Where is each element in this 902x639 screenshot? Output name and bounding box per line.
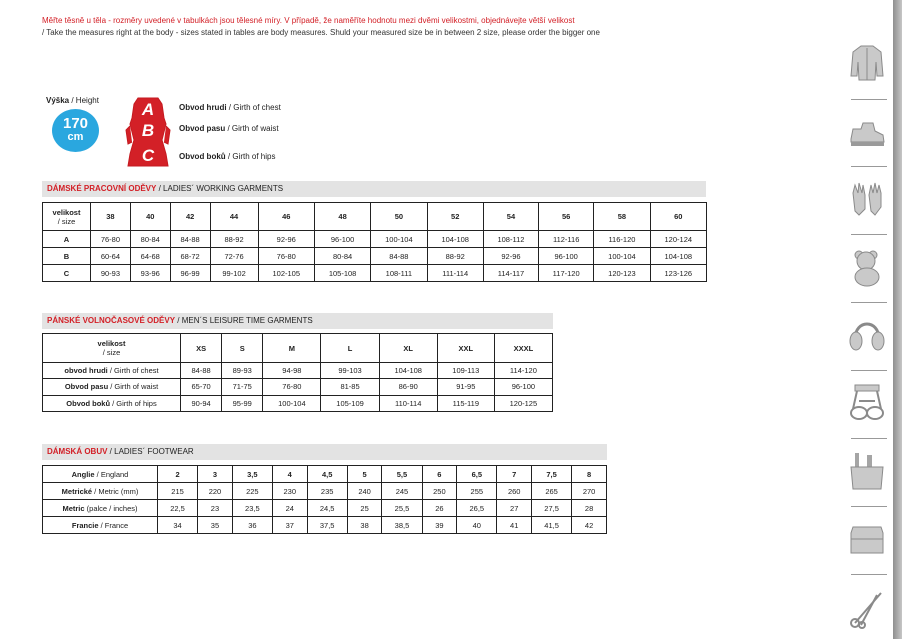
size-header-cell: M bbox=[263, 334, 321, 363]
table-cell: 86-90 bbox=[379, 379, 437, 395]
size-header-cell: 42 bbox=[170, 203, 210, 231]
table-cell: 3,5 bbox=[232, 466, 272, 483]
table-cell: 34 bbox=[158, 517, 198, 534]
table-cell: 7 bbox=[497, 466, 532, 483]
table-cell: 123-126 bbox=[650, 265, 706, 282]
table-cell: 265 bbox=[532, 483, 572, 500]
gloves-icon[interactable] bbox=[847, 179, 887, 219]
table-cell: 76-80 bbox=[263, 379, 321, 395]
table-cell: 8 bbox=[572, 466, 607, 483]
size-header-cell: 56 bbox=[539, 203, 594, 231]
row-label-cell: Anglie / England bbox=[43, 466, 158, 483]
table-cell: 38,5 bbox=[382, 517, 422, 534]
table-cell: 235 bbox=[307, 483, 347, 500]
table-cell: 6,5 bbox=[457, 466, 497, 483]
table-cell: 2 bbox=[158, 466, 198, 483]
table-cell: 27 bbox=[497, 500, 532, 517]
sidebar-divider bbox=[851, 438, 887, 439]
table-cell: 65-70 bbox=[181, 379, 222, 395]
ear-muffs-icon[interactable] bbox=[847, 315, 887, 355]
measure-letter-a: A bbox=[141, 100, 155, 119]
table-cell: 108-111 bbox=[371, 265, 427, 282]
table-cell: 24,5 bbox=[307, 500, 347, 517]
table-cell: 72-76 bbox=[210, 248, 258, 265]
table-cell: 99-103 bbox=[321, 363, 379, 379]
table-cell: 76-80 bbox=[91, 231, 131, 248]
table-cell: 105-108 bbox=[314, 265, 370, 282]
table-cell: 3 bbox=[198, 466, 233, 483]
table-cell: 120-123 bbox=[594, 265, 650, 282]
section-title-ladies-working: DÁMSKÉ PRACOVNÍ ODĚVY / LADIES´ WORKING GARMENTS bbox=[42, 181, 706, 197]
table-cell: 88-92 bbox=[427, 248, 483, 265]
mens-leisure-size-table bbox=[42, 333, 553, 412]
table-row bbox=[43, 500, 607, 517]
table-cell: 26,5 bbox=[457, 500, 497, 517]
scissors-icon[interactable] bbox=[847, 589, 887, 629]
table-cell: 41,5 bbox=[532, 517, 572, 534]
table-cell: 60-64 bbox=[91, 248, 131, 265]
table-cell: 215 bbox=[158, 483, 198, 500]
table-row bbox=[43, 363, 553, 379]
measure-label-chest: Obvod hrudi / Girth of chest bbox=[179, 103, 281, 112]
table-cell: 71-75 bbox=[222, 379, 263, 395]
table-cell: 25,5 bbox=[382, 500, 422, 517]
size-header-cell: 40 bbox=[130, 203, 170, 231]
table-cell: 76-80 bbox=[258, 248, 314, 265]
work-shoe-icon[interactable] bbox=[847, 111, 887, 151]
table-cell: 230 bbox=[272, 483, 307, 500]
table-row bbox=[43, 466, 607, 483]
table-cell: 114-120 bbox=[494, 363, 552, 379]
table-cell: 108-112 bbox=[483, 231, 538, 248]
row-label-cell: A bbox=[43, 231, 91, 248]
sidebar-divider bbox=[851, 302, 887, 303]
size-header-cell: L bbox=[321, 334, 379, 363]
page-edge-shadow bbox=[893, 0, 902, 639]
table-cell: 5,5 bbox=[382, 466, 422, 483]
table-cell: 270 bbox=[572, 483, 607, 500]
table-header-row bbox=[43, 334, 553, 363]
table-cell: 40 bbox=[457, 517, 497, 534]
table-cell: 39 bbox=[422, 517, 457, 534]
height-value: 170 bbox=[62, 115, 89, 132]
size-header-cell: 58 bbox=[594, 203, 650, 231]
table-cell: 100-104 bbox=[263, 395, 321, 411]
table-cell: 96-99 bbox=[170, 265, 210, 282]
table-cell: 84-88 bbox=[371, 248, 427, 265]
table-cell: 93-96 bbox=[130, 265, 170, 282]
measure-note-en: / Take the measures right at the body - sizes stated in tables are body measures. Shuld your measured size be in between 2 size, please order the bigger one bbox=[42, 28, 600, 37]
table-cell: 100-104 bbox=[594, 248, 650, 265]
table-cell: 80-84 bbox=[130, 231, 170, 248]
table-cell: 115-119 bbox=[437, 395, 494, 411]
sidebar-divider bbox=[851, 506, 887, 507]
size-header-cell: 52 bbox=[427, 203, 483, 231]
sidebar-divider bbox=[851, 234, 887, 235]
table-cell: 240 bbox=[347, 483, 382, 500]
table-row bbox=[43, 483, 607, 500]
table-cell: 88-92 bbox=[210, 231, 258, 248]
table-cell: 99-102 bbox=[210, 265, 258, 282]
row-label-cell: Francie / France bbox=[43, 517, 158, 534]
row-label-cell: obvod hrudi / Girth of chest bbox=[43, 363, 181, 379]
table-cell: 91-95 bbox=[437, 379, 494, 395]
height-badge bbox=[52, 109, 99, 152]
ladies-footwear-size-table bbox=[42, 465, 607, 534]
table-cell: 250 bbox=[422, 483, 457, 500]
table-cell: 36 bbox=[232, 517, 272, 534]
table-cell: 95-99 bbox=[222, 395, 263, 411]
size-header-cell: XL bbox=[379, 334, 437, 363]
row-label-cell: Obvod boků / Girth of hips bbox=[43, 395, 181, 411]
table-cell: 120-124 bbox=[650, 231, 706, 248]
table-cell: 90-94 bbox=[181, 395, 222, 411]
table-cell: 255 bbox=[457, 483, 497, 500]
table-cell: 245 bbox=[382, 483, 422, 500]
table-cell: 28 bbox=[572, 500, 607, 517]
table-cell: 25 bbox=[347, 500, 382, 517]
size-header-cell: XXXL bbox=[494, 334, 552, 363]
measure-label-waist: Obvod pasu / Girth of waist bbox=[179, 124, 279, 133]
table-cell: 112-116 bbox=[539, 231, 594, 248]
table-cell: 27,5 bbox=[532, 500, 572, 517]
measure-note-cz: Měřte těsně u těla - rozměry uvedené v tabulkách jsou tělesné míry. V případě, že naměříte hodnotu mezi dvěmi velikostmi, objednávejte větší velikost bbox=[42, 16, 575, 25]
table-row bbox=[43, 265, 707, 282]
teddy-bear-icon[interactable] bbox=[847, 247, 887, 287]
table-cell: 4,5 bbox=[307, 466, 347, 483]
table-cell: 92-96 bbox=[258, 231, 314, 248]
size-header-cell: 48 bbox=[314, 203, 370, 231]
height-label: Výška / Height bbox=[46, 96, 99, 105]
tool-bag-icon[interactable] bbox=[847, 451, 887, 491]
table-cell: 6 bbox=[422, 466, 457, 483]
table-cell: 114-117 bbox=[483, 265, 538, 282]
table-row bbox=[43, 231, 707, 248]
table-cell: 96-100 bbox=[494, 379, 552, 395]
sidebar-divider bbox=[851, 574, 887, 575]
table-cell: 84-88 bbox=[170, 231, 210, 248]
sidebar-divider bbox=[851, 99, 887, 100]
table-row bbox=[43, 379, 553, 395]
size-header-cell: XXL bbox=[437, 334, 494, 363]
table-cell: 116-120 bbox=[594, 231, 650, 248]
sidebar-divider bbox=[851, 166, 887, 167]
section-title-ladies-footwear: DÁMSKÁ OBUV / LADIES´ FOOTWEAR bbox=[42, 444, 607, 460]
table-cell: 96-100 bbox=[539, 248, 594, 265]
table-corner-cell: velikost / size bbox=[43, 334, 181, 363]
table-cell: 102-105 bbox=[258, 265, 314, 282]
table-row bbox=[43, 517, 607, 534]
table-cell: 81-85 bbox=[321, 379, 379, 395]
table-cell: 84-88 bbox=[181, 363, 222, 379]
measure-letter-c: C bbox=[141, 146, 155, 165]
table-cell: 110-114 bbox=[379, 395, 437, 411]
measure-label-hips: Obvod boků / Girth of hips bbox=[179, 152, 276, 161]
row-label-cell: Obvod pasu / Girth of waist bbox=[43, 379, 181, 395]
table-cell: 96-100 bbox=[314, 231, 370, 248]
table-cell: 26 bbox=[422, 500, 457, 517]
table-cell: 23,5 bbox=[232, 500, 272, 517]
size-header-cell: 44 bbox=[210, 203, 258, 231]
table-cell: 105-109 bbox=[321, 395, 379, 411]
table-cell: 117-120 bbox=[539, 265, 594, 282]
row-label-cell: Metrické / Metric (mm) bbox=[43, 483, 158, 500]
table-cell: 260 bbox=[497, 483, 532, 500]
table-cell: 120-125 bbox=[494, 395, 552, 411]
table-cell: 35 bbox=[198, 517, 233, 534]
table-cell: 38 bbox=[347, 517, 382, 534]
table-cell: 220 bbox=[198, 483, 233, 500]
table-cell: 37,5 bbox=[307, 517, 347, 534]
table-cell: 37 bbox=[272, 517, 307, 534]
size-header-cell: 38 bbox=[91, 203, 131, 231]
harness-icon[interactable] bbox=[847, 383, 887, 423]
table-cell: 4 bbox=[272, 466, 307, 483]
table-cell: 41 bbox=[497, 517, 532, 534]
table-cell: 22,5 bbox=[158, 500, 198, 517]
jacket-icon[interactable] bbox=[847, 42, 887, 82]
table-cell: 7,5 bbox=[532, 466, 572, 483]
table-cell: 64-68 bbox=[130, 248, 170, 265]
size-header-cell: 46 bbox=[258, 203, 314, 231]
table-header-row bbox=[43, 203, 707, 231]
table-cell: 104-108 bbox=[379, 363, 437, 379]
table-cell: 104-108 bbox=[427, 231, 483, 248]
section-title-mens-leisure: PÁNSKÉ VOLNOČASOVÉ ODĚVY / MEN´S LEISURE TIME GARMENTS bbox=[42, 313, 553, 329]
table-cell: 111-114 bbox=[427, 265, 483, 282]
table-cell: 94-98 bbox=[263, 363, 321, 379]
table-cell: 100-104 bbox=[371, 231, 427, 248]
torso-abc-icon bbox=[124, 96, 172, 168]
table-row bbox=[43, 248, 707, 265]
table-cell: 23 bbox=[198, 500, 233, 517]
size-header-cell: 54 bbox=[483, 203, 538, 231]
table-cell: 92-96 bbox=[483, 248, 538, 265]
table-cell: 225 bbox=[232, 483, 272, 500]
table-cell: 42 bbox=[572, 517, 607, 534]
table-cell: 5 bbox=[347, 466, 382, 483]
table-cell: 68-72 bbox=[170, 248, 210, 265]
height-unit: cm bbox=[67, 131, 84, 143]
table-corner-cell: velikost / size bbox=[43, 203, 91, 231]
row-label-cell: C bbox=[43, 265, 91, 282]
size-header-cell: XS bbox=[181, 334, 222, 363]
table-cell: 109-113 bbox=[437, 363, 494, 379]
bag-icon[interactable] bbox=[847, 519, 887, 559]
row-label-cell: B bbox=[43, 248, 91, 265]
ladies-working-size-table bbox=[42, 202, 707, 282]
size-header-cell: S bbox=[222, 334, 263, 363]
table-cell: 89-93 bbox=[222, 363, 263, 379]
size-header-cell: 50 bbox=[371, 203, 427, 231]
table-cell: 80-84 bbox=[314, 248, 370, 265]
measure-letter-b: B bbox=[141, 121, 155, 140]
row-label-cell: Metric (palce / inches) bbox=[43, 500, 158, 517]
table-cell: 90-93 bbox=[91, 265, 131, 282]
size-header-cell: 60 bbox=[650, 203, 706, 231]
table-row bbox=[43, 395, 553, 411]
table-cell: 104-108 bbox=[650, 248, 706, 265]
sidebar-divider bbox=[851, 370, 887, 371]
table-cell: 24 bbox=[272, 500, 307, 517]
